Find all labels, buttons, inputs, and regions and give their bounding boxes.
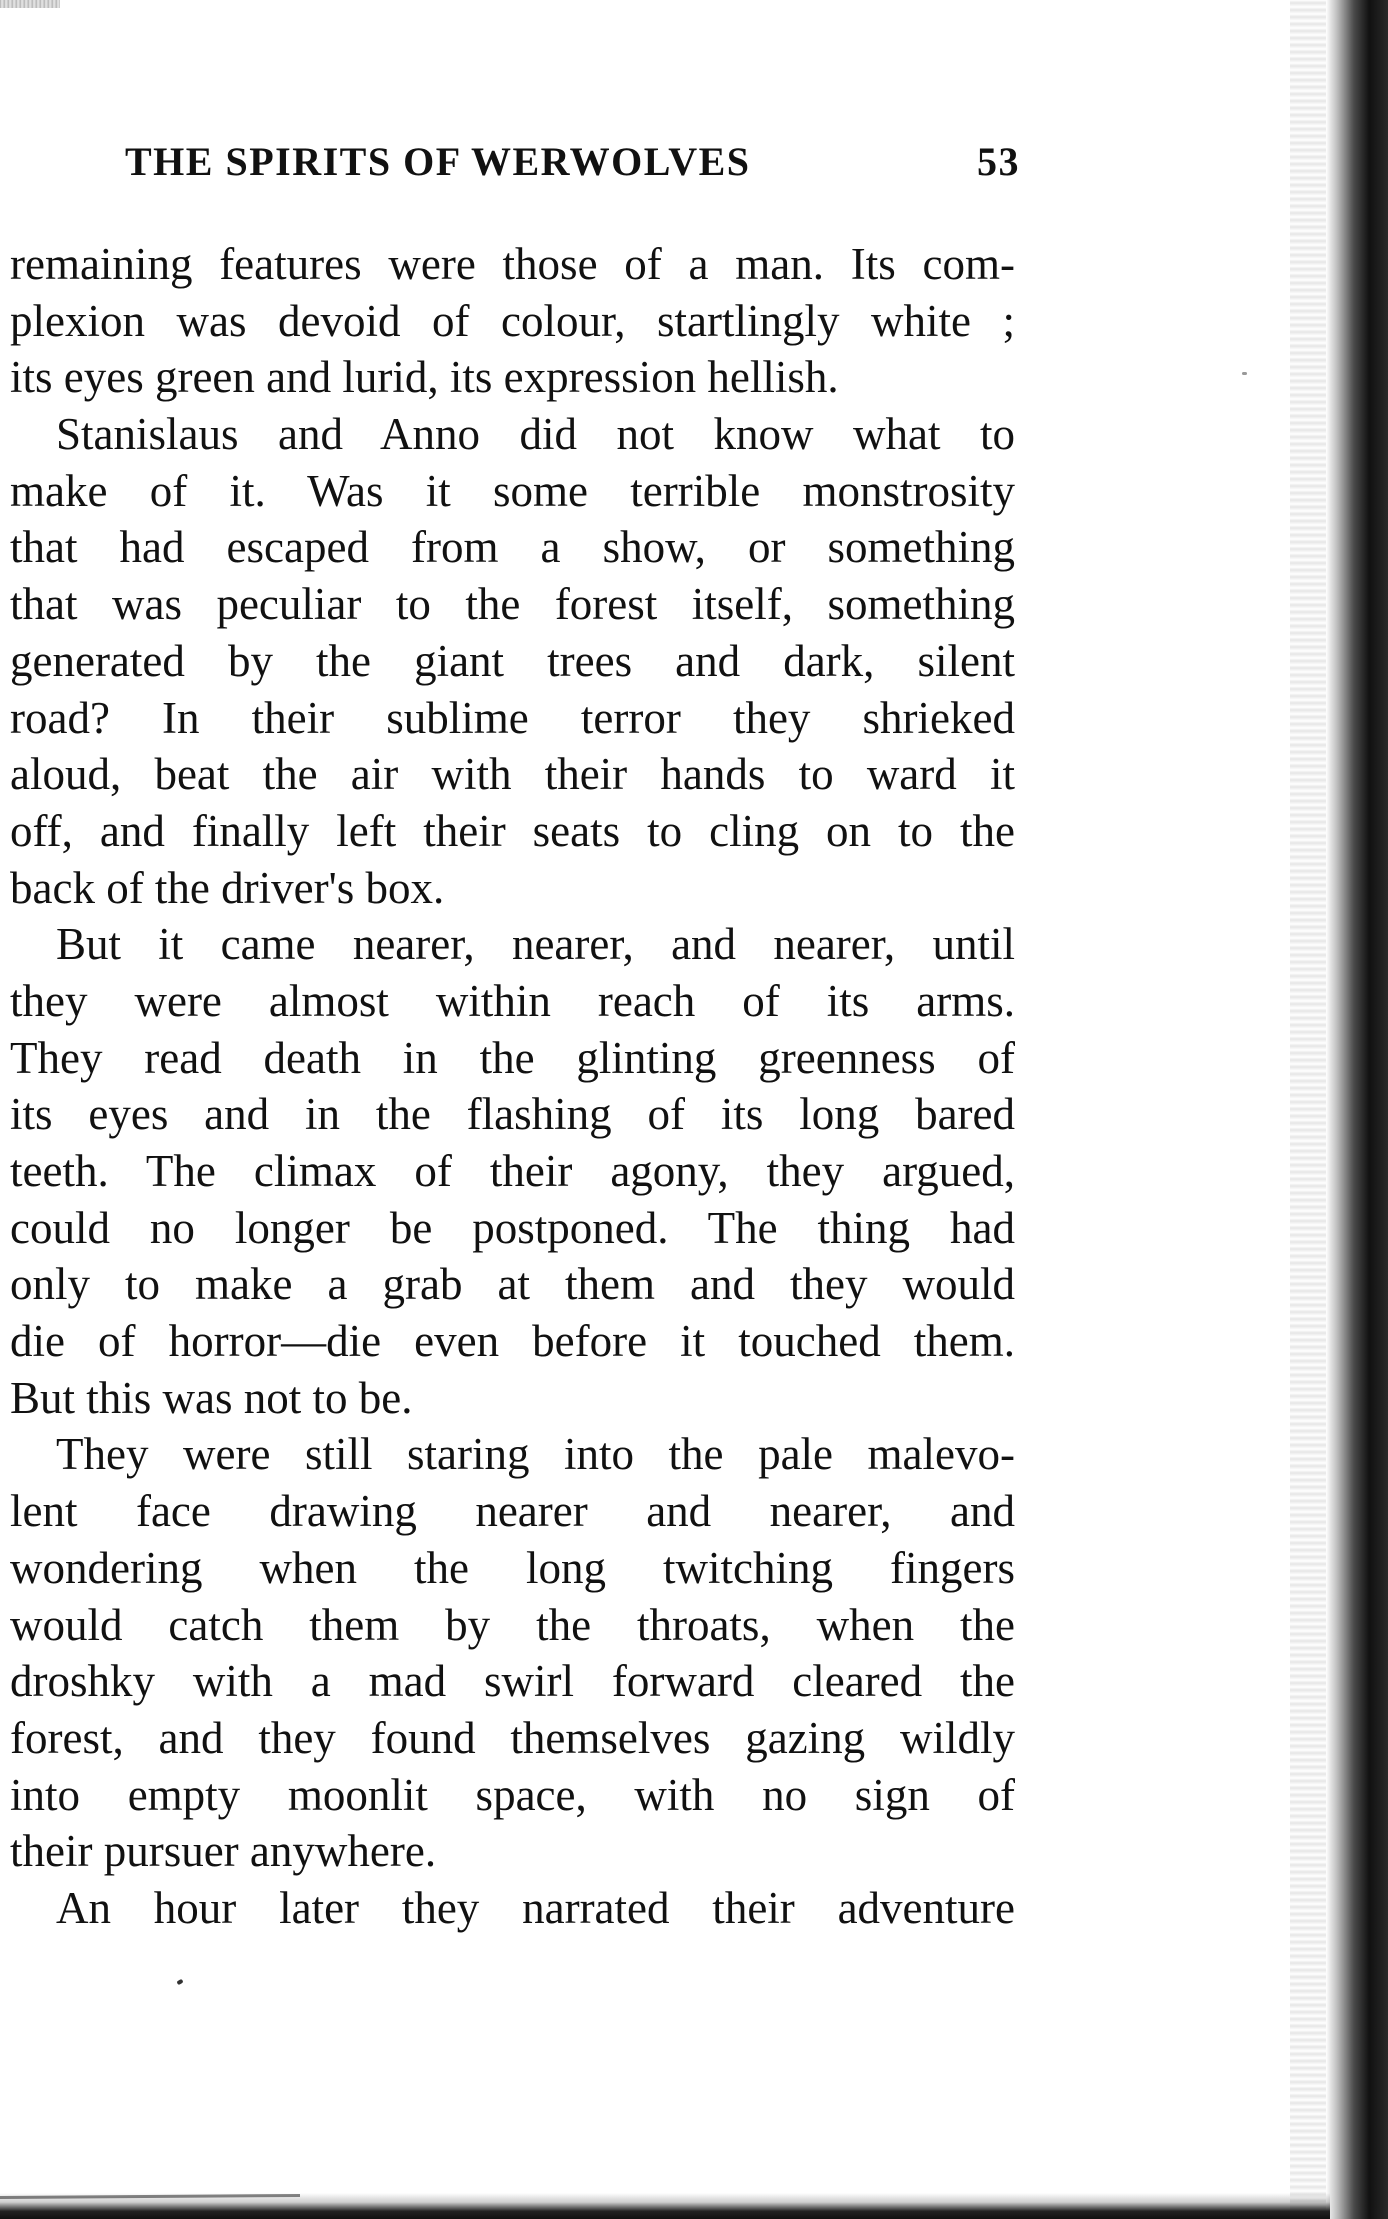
running-title: THE SPIRITS OF WERWOLVES [125, 139, 751, 184]
text-line: forest, and they found themselves gazing wildly [10, 1712, 1015, 1763]
text-line: wondering when the long twitching fingers [10, 1542, 1015, 1593]
scan-smudge [0, 0, 60, 8]
text-line: back of the driver's box. [10, 862, 445, 913]
text-line: lent face drawing nearer and nearer, and [10, 1486, 1015, 1537]
page-number: 53 [977, 139, 1020, 184]
text-line: die of horror—die even before it touched them. [10, 1316, 1015, 1367]
text-line: But it came nearer, nearer, and nearer, until [56, 919, 1015, 970]
text-line: plexion was devoid of colour, startlingly white ; [10, 295, 1015, 346]
text-line: remaining features were those of a man. Its com- [10, 239, 1015, 289]
text-line: road? In their sublime terror they shrieked [10, 692, 1015, 743]
text-line: that had escaped from a show, or something [10, 522, 1015, 573]
text-line: droshky with a mad swirl forward cleared the [10, 1656, 1015, 1707]
text-line: An hour later they narrated their adventure [56, 1882, 1015, 1933]
text-line: into empty moonlit space, with no sign of [10, 1769, 1015, 1820]
text-line: teeth. The climax of their agony, they argued, [10, 1146, 1015, 1196]
text-line: that was peculiar to the forest itself, something [10, 579, 1015, 630]
text-line: their pursuer anywhere. [10, 1826, 437, 1877]
running-header [125, 138, 1020, 198]
scan-speck [1242, 372, 1247, 375]
scanned-bottom-edge [0, 2193, 1330, 2219]
text-line: aloud, beat the air with their hands to ward it [10, 749, 1015, 800]
text-line: would catch them by the throats, when the [10, 1599, 1015, 1650]
text-line: its eyes green and lurid, its expression hellish. [10, 352, 839, 403]
text-line: They read death in the glinting greenness of [10, 1032, 1015, 1083]
text-line: only to make a grab at them and they would [10, 1259, 1015, 1310]
text-line: could no longer be postponed. The thing had [10, 1202, 1015, 1253]
body-text [10, 236, 1015, 1937]
text-line: they were almost within reach of its arms. [10, 975, 1015, 1026]
text-line: its eyes and in the flashing of its long bared [10, 1089, 1015, 1140]
text-line: off, and finally left their seats to cling on to the [10, 805, 1015, 856]
text-line: generated by the giant trees and dark, silent [10, 635, 1015, 686]
text-line: make of it. Was it some terrible monstrosity [10, 465, 1015, 516]
text-line: They were still staring into the pale malevo- [56, 1429, 1015, 1480]
text-line: But this was not to be. [10, 1372, 413, 1423]
text-line: Stanislaus and Anno did not know what to [56, 409, 1015, 460]
scan-speck [176, 1979, 183, 1985]
scanned-page-edge [1326, 0, 1388, 2219]
